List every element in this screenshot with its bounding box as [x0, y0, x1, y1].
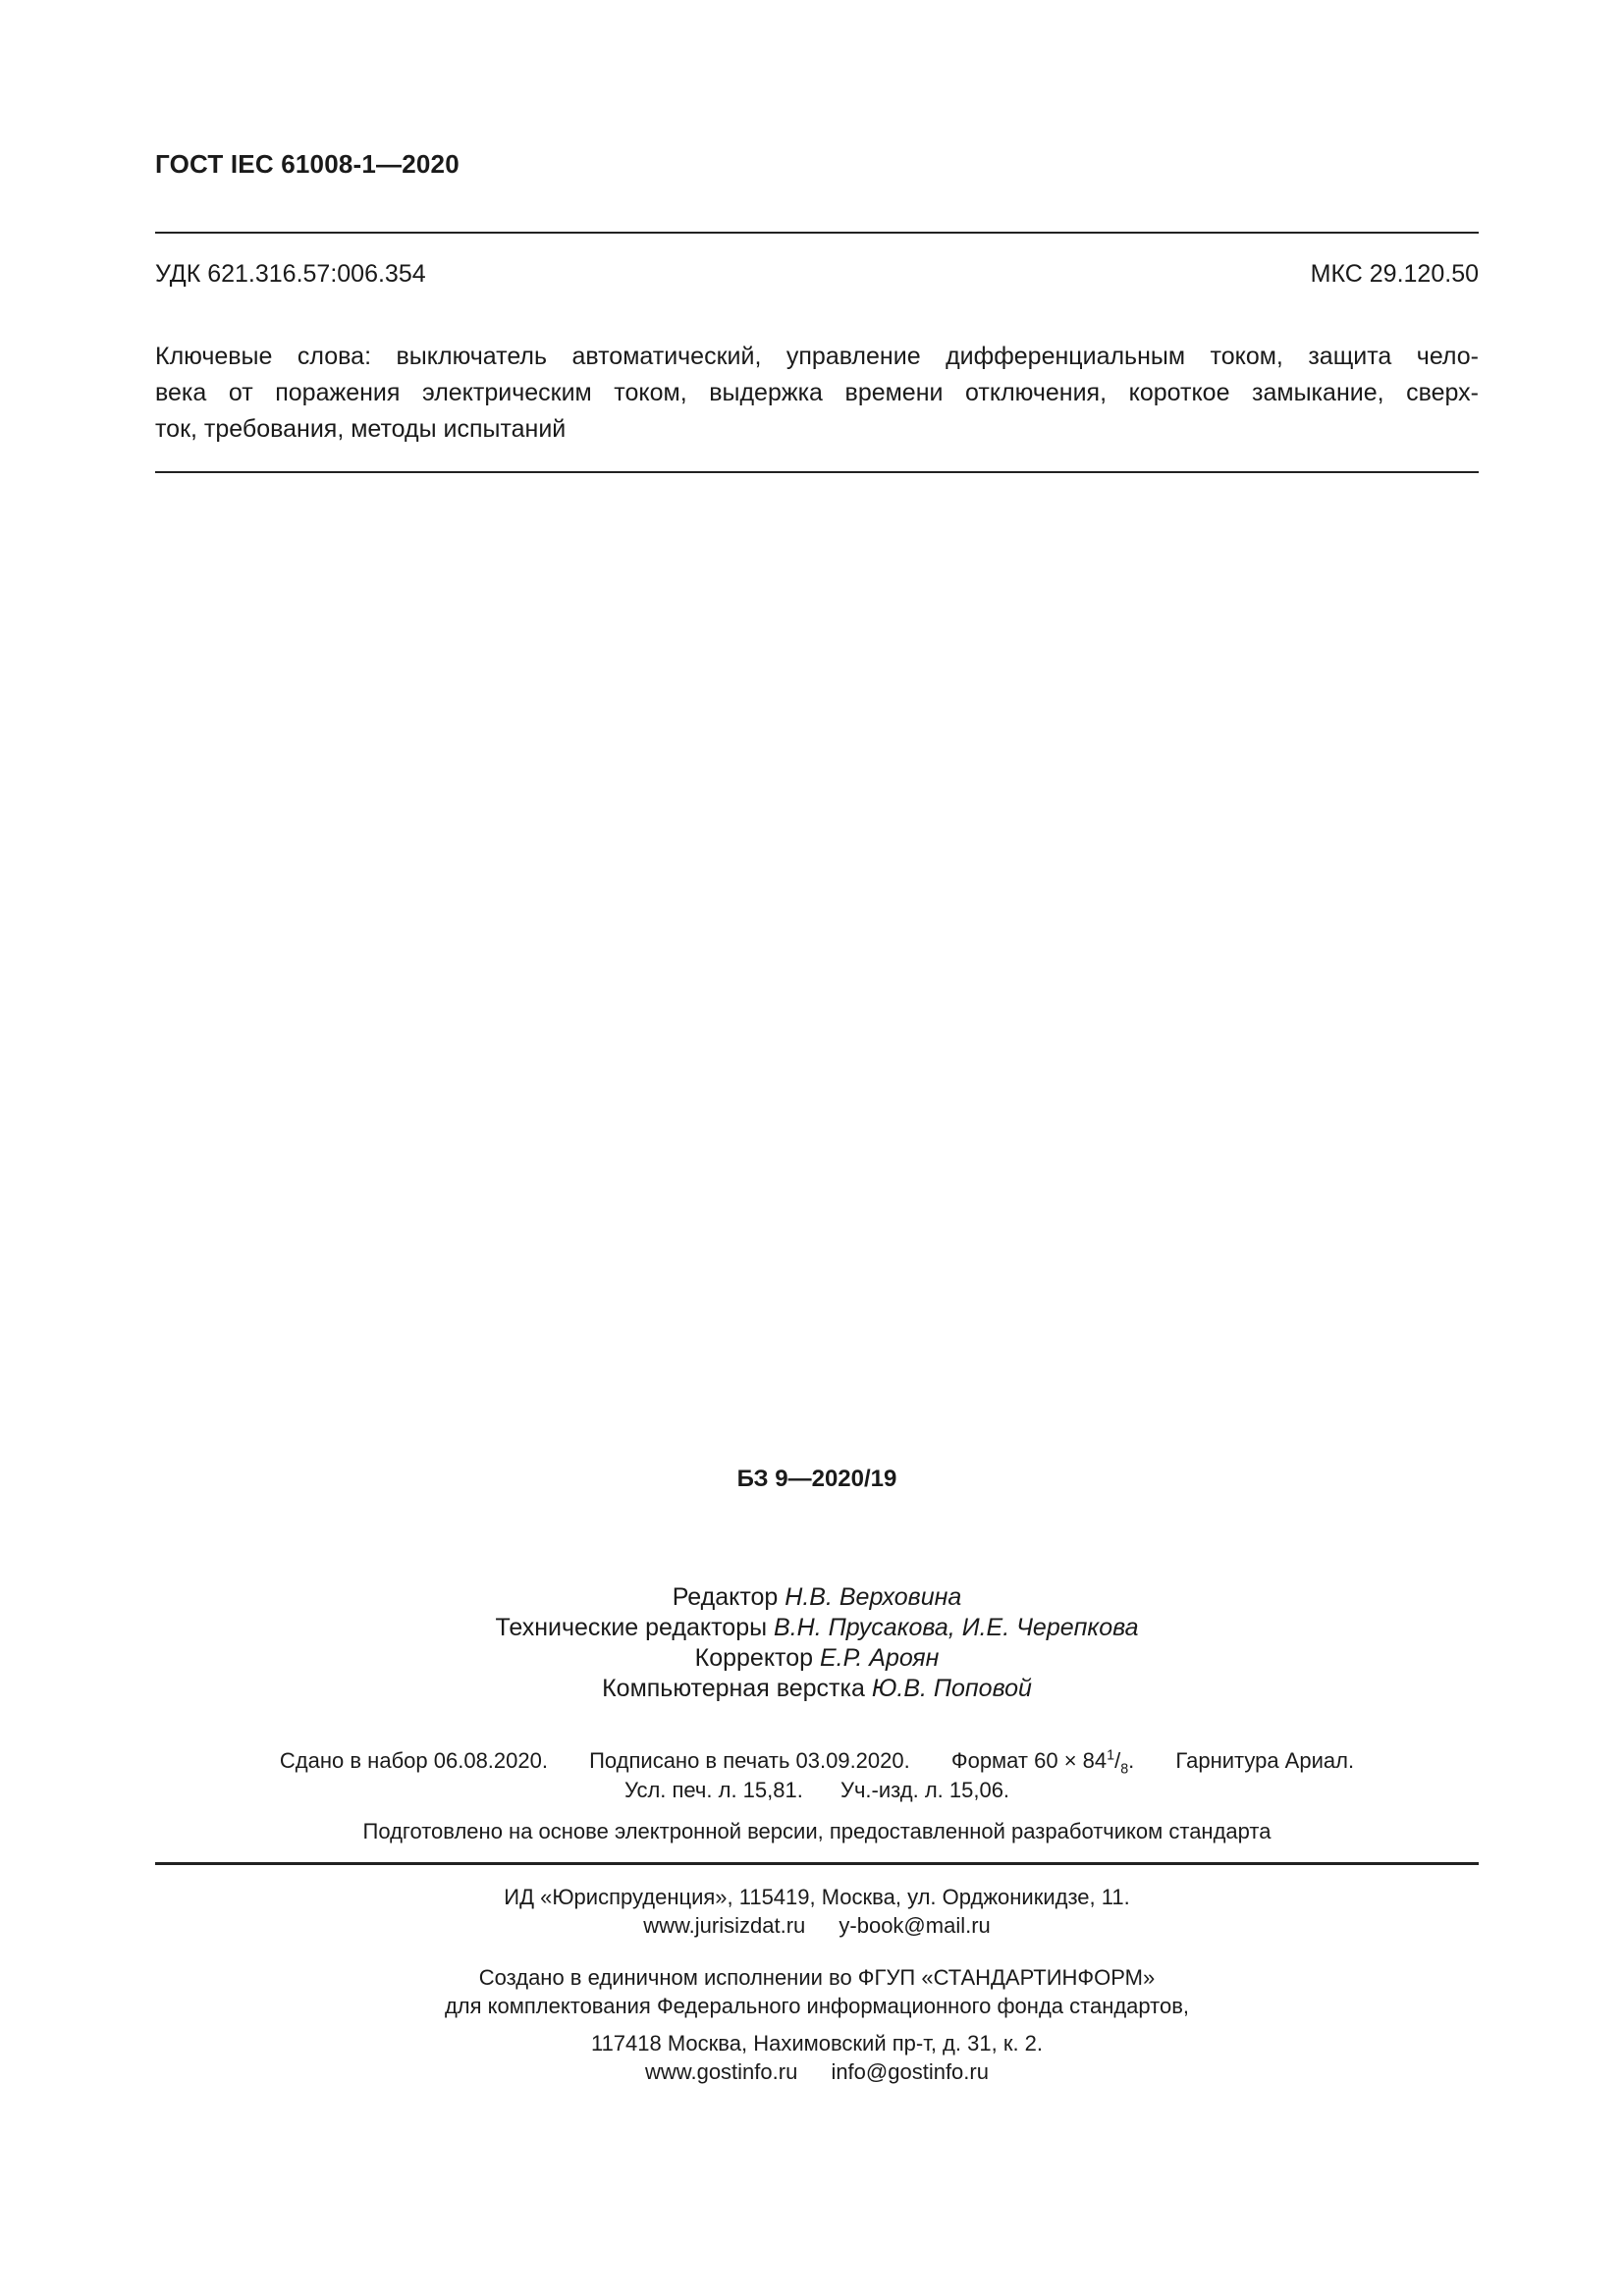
- publisher-site: www.jurisizdat.ru: [643, 1913, 806, 1938]
- corrector-line: [155, 1643, 1479, 1674]
- publisher-block: [155, 1883, 1479, 1940]
- credits-block: [155, 1582, 1479, 1704]
- producer-block: [155, 1963, 1479, 2086]
- print-info-line: [155, 1747, 1479, 1778]
- producer-contacts: [155, 2057, 1479, 2086]
- corrector-name: Е.Р. Ароян: [819, 1644, 940, 1672]
- producer-email: info@gostinfo.ru: [831, 2059, 989, 2084]
- format-slash: /: [1114, 1748, 1121, 1773]
- format-end: .: [1128, 1748, 1135, 1773]
- mks-code: МКС 29.120.50: [1310, 260, 1479, 288]
- editor-role: Редактор: [672, 1583, 779, 1611]
- publisher-divider: [155, 1862, 1479, 1865]
- corrector-role: Корректор: [694, 1644, 814, 1672]
- format-prefix: Формат 60 × 84: [950, 1748, 1108, 1773]
- tech-role: Технические редакторы: [495, 1614, 768, 1641]
- keywords-divider: [155, 471, 1479, 473]
- producer-line2: для комплектования Федерального информационного фонда стандартов,: [444, 1994, 1190, 2018]
- udk-code: УДК 621.316.57:006.354: [155, 260, 426, 288]
- print-format: [950, 1747, 1135, 1778]
- publisher-email: y-book@mail.ru: [839, 1913, 991, 1938]
- prepared-note: Подготовлено на основе электронной версии, предоставленной разработчиком стандарта: [362, 1819, 1272, 1843]
- top-divider: [155, 232, 1479, 234]
- edition-sheets: Уч.-изд. л. 15,06.: [839, 1778, 1010, 1802]
- layout-line: [155, 1674, 1479, 1704]
- layout-role: Компьютерная верстка: [602, 1675, 865, 1702]
- producer-line1: Создано в единичном исполнении во ФГУП «СТАНДАРТИНФОРМ»: [478, 1965, 1156, 1990]
- bz-number: БЗ 9—2020/19: [736, 1466, 897, 1492]
- format-denominator: 8: [1120, 1761, 1129, 1778]
- editor-name: Н.В. Верховина: [785, 1583, 962, 1611]
- producer-site: www.gostinfo.ru: [645, 2059, 798, 2084]
- keywords-line: века от поражения электрическим током, выдержка времени отключения, короткое замыкание, сверх-: [155, 379, 1479, 406]
- keywords-line: ток, требования, методы испытаний: [155, 415, 567, 443]
- keywords-block: [155, 339, 1479, 448]
- classification-row: [155, 260, 1479, 289]
- typeset-date: Сдано в набор 06.08.2020.: [279, 1748, 548, 1773]
- typeface: Гарнитура Ариал.: [1175, 1748, 1355, 1773]
- print-sheets: Усл. печ. л. 15,81.: [623, 1778, 803, 1802]
- editor-line: [155, 1582, 1479, 1613]
- tech-names: В.Н. Прусакова, И.Е. Черепкова: [774, 1614, 1139, 1641]
- publisher-address: ИД «Юриспруденция», 115419, Москва, ул. Орджоникидзе, 11.: [504, 1885, 1130, 1909]
- layout-name: Ю.В. Поповой: [871, 1675, 1032, 1702]
- signed-date: Подписано в печать 03.09.2020.: [589, 1748, 910, 1773]
- producer-address: 117418 Москва, Нахимовский пр-т, д. 31, к. 2.: [590, 2031, 1044, 2056]
- standard-id: ГОСТ IEC 61008-1—2020: [155, 149, 460, 179]
- format-numerator: 1: [1107, 1747, 1115, 1764]
- sheets-line: [155, 1778, 1479, 1803]
- tech-editors-line: [155, 1613, 1479, 1643]
- keywords-line: Ключевые слова: выключатель автоматический, управление дифференциальным током, защита чело-: [155, 343, 1479, 370]
- publisher-contacts: [155, 1911, 1479, 1940]
